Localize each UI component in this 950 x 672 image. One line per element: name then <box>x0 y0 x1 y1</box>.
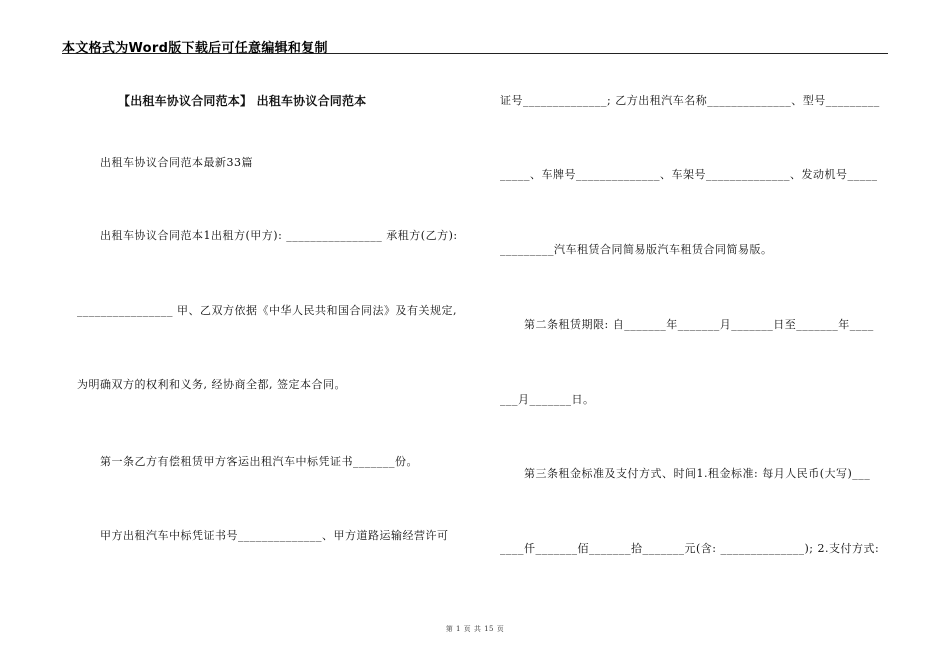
page-number: 第 1 页 共 15 页 <box>445 625 505 633</box>
paragraph-line: 证号______________; 乙方出租汽车名称______________、型号_________ <box>500 94 880 107</box>
paragraph-line: 为明确双方的权利和义务, 经协商全都, 签定本合同。 <box>77 378 346 391</box>
paragraph-line: ____仟_______佰_______拾_______元(含: ______________); 2.支付方式: <box>500 542 880 555</box>
paragraph-line: _____、车牌号______________、车架号______________、发动机号_____ <box>500 168 878 181</box>
paragraph-line: 第二条租赁期限: 自_______年_______月_______日至_______年____ <box>524 318 874 331</box>
document-header: 本文格式为Word版下载后可任意编辑和复制 <box>62 41 328 56</box>
header-divider <box>62 53 888 54</box>
paragraph-line: ___月_______日。 <box>500 393 595 406</box>
paragraph-line: 出租车协议合同范本最新33篇 <box>100 156 253 169</box>
paragraph-line: 出租车协议合同范本1出租方(甲方): ________________ 承租方(乙方): <box>100 229 458 242</box>
document-title: 【出租车协议合同范本】 出租车协议合同范本 <box>118 94 367 108</box>
paragraph-line: ________________ 甲、乙双方依据《中华人民共和国合同法》及有关规定, <box>77 304 457 317</box>
paragraph-line: 第一条乙方有偿租赁甲方客运出租汽车中标凭证书_______份。 <box>100 455 418 468</box>
paragraph-line: 第三条租金标准及支付方式、时间1.租金标准: 每月人民币(大写)___ <box>524 467 871 480</box>
paragraph-line: 甲方出租汽车中标凭证书号______________、甲方道路运输经营许可 <box>100 529 449 542</box>
paragraph-line: _________汽车租赁合同简易版汽车租赁合同简易版。 <box>500 243 773 256</box>
